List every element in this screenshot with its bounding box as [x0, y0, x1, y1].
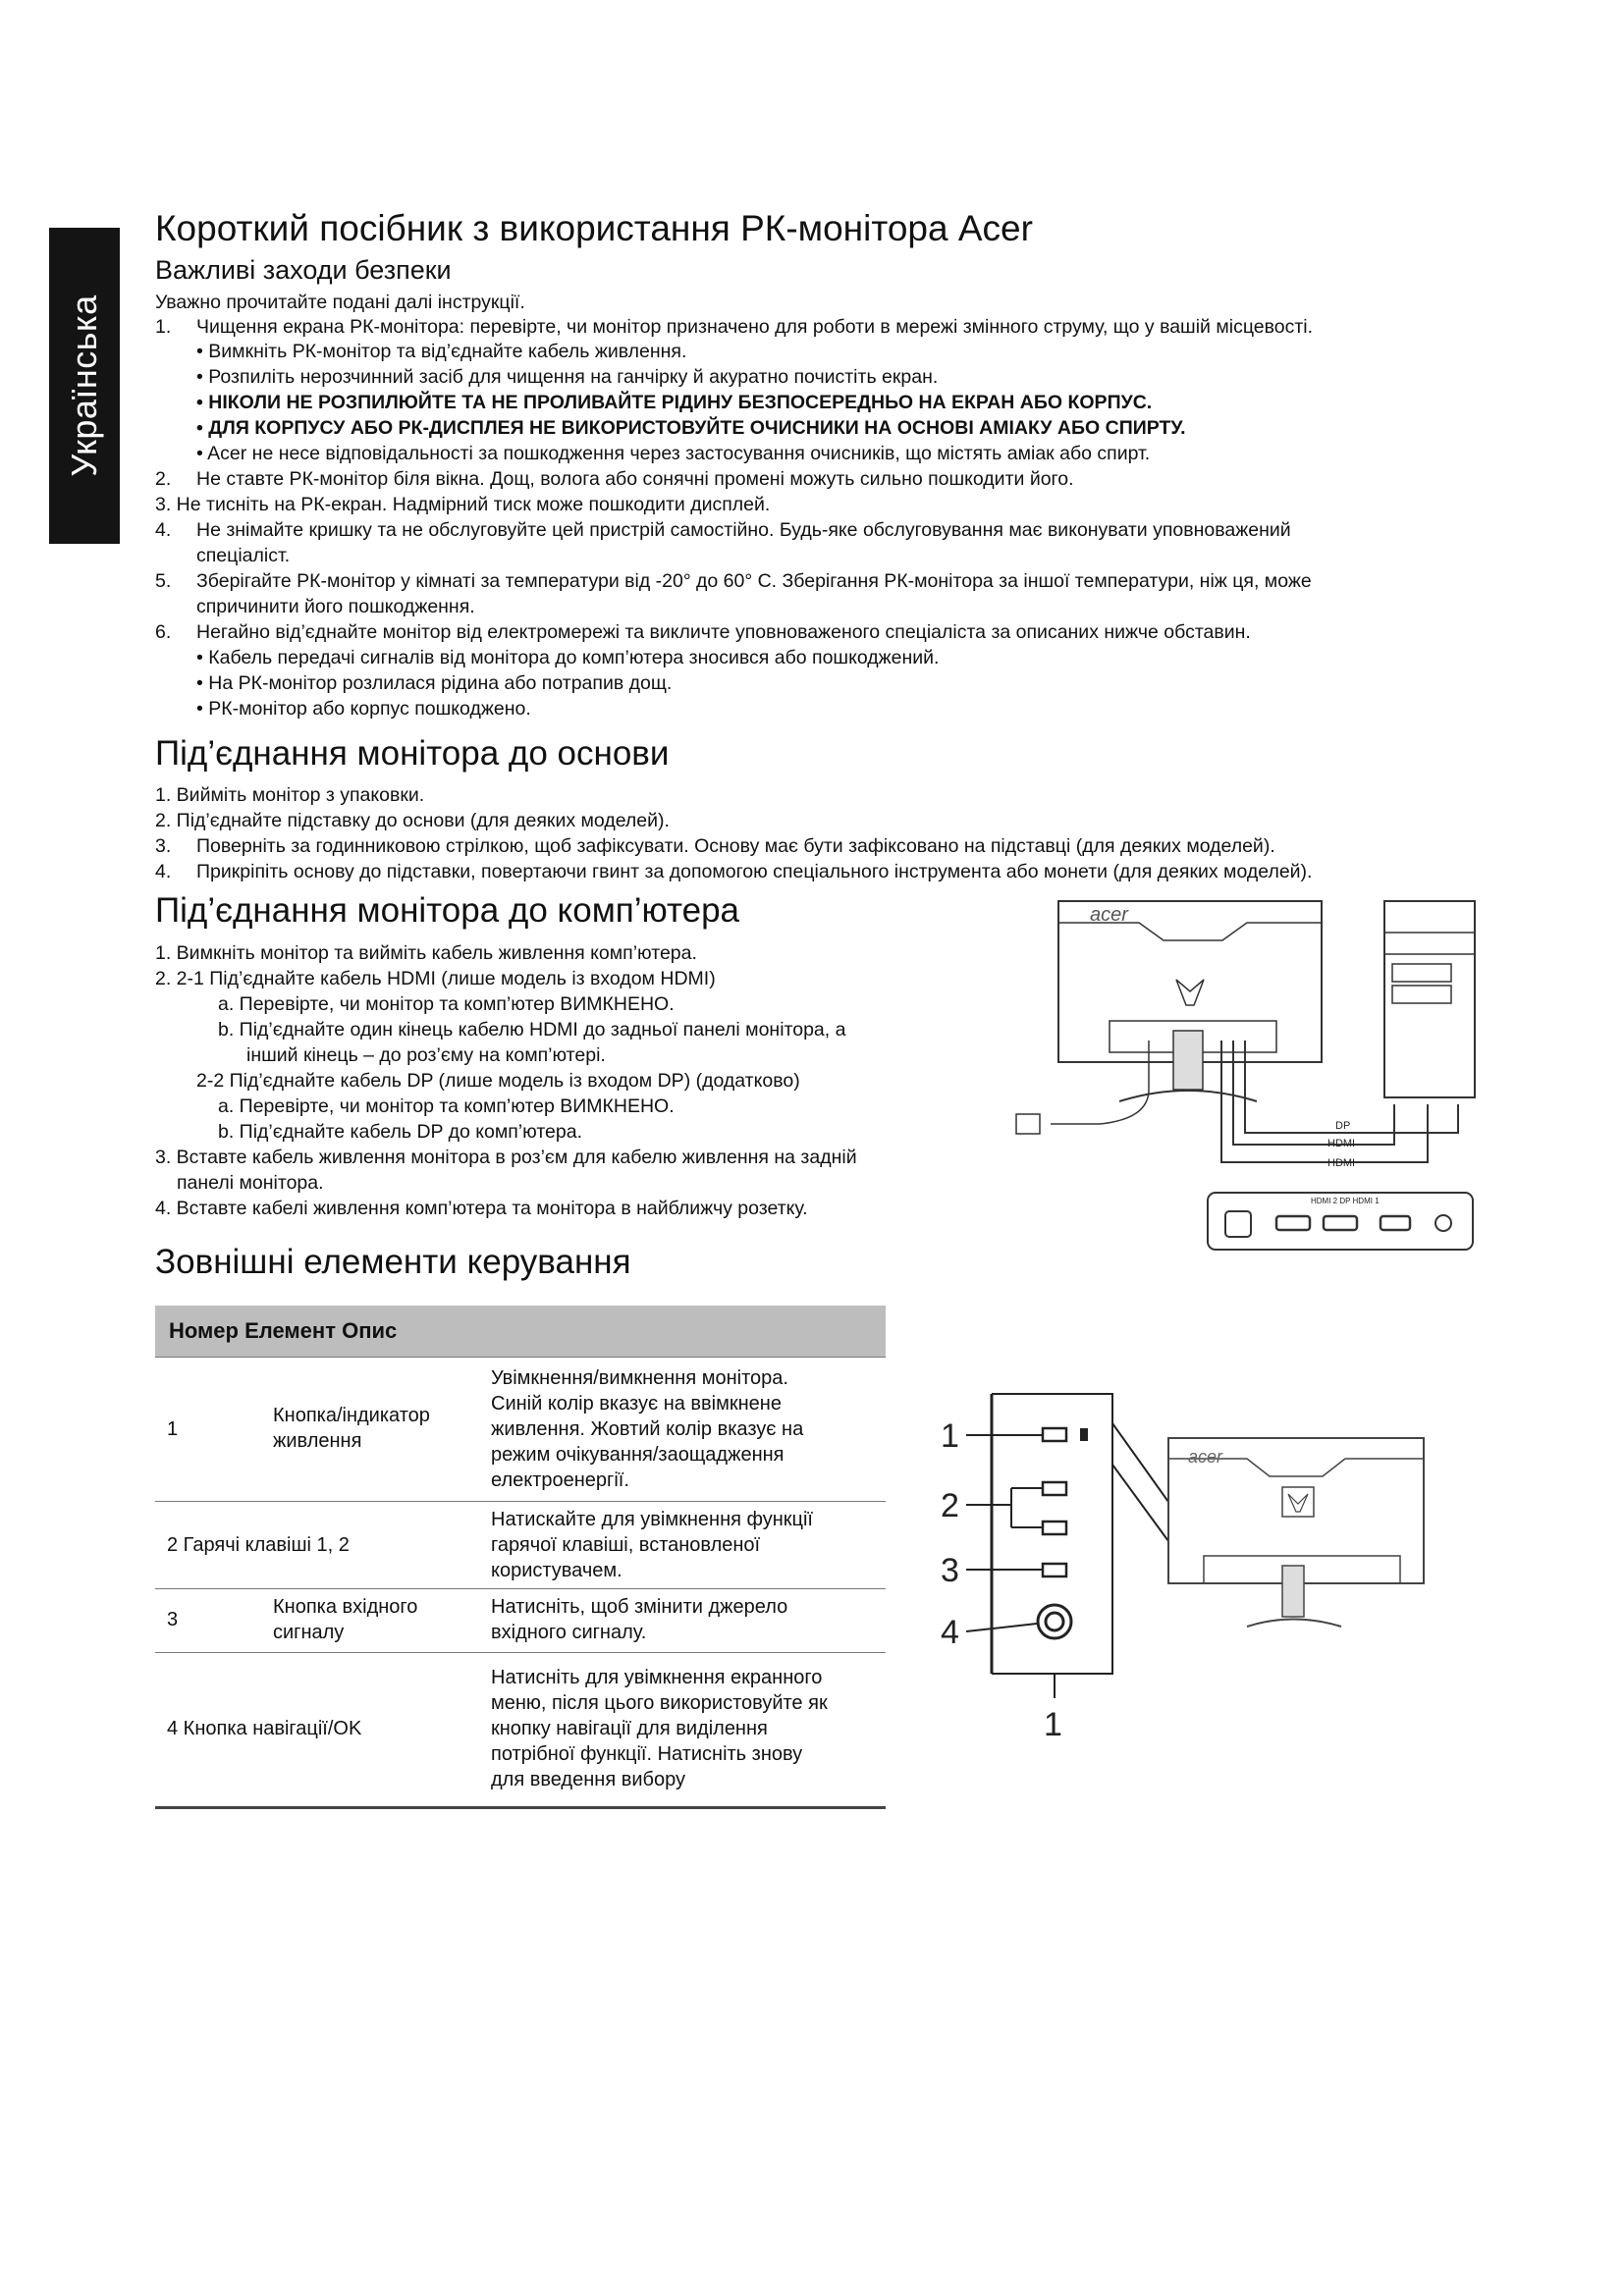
power-button-icon	[1043, 1428, 1066, 1441]
list-item: • РК-монітор або корпус пошкоджено.	[196, 698, 531, 720]
list-number: 2.	[155, 468, 172, 490]
hotkey-2-icon	[1043, 1522, 1066, 1534]
callout-1: 1	[941, 1417, 959, 1455]
cable-label-hdmi: HDMI	[1327, 1138, 1356, 1149]
acer-logo-back: acer	[1090, 904, 1128, 926]
monitor-base	[1119, 1091, 1257, 1101]
audio-port-icon	[1435, 1215, 1451, 1231]
pc-tower	[1384, 901, 1475, 1097]
list-item: Поверніть за годинниковою стрілкою, щоб зафіксувати. Основу має бути зафіксовано на підставці (для деяких моделей).	[196, 835, 1275, 857]
list-number: 3.	[155, 835, 172, 857]
list-number: 4.	[155, 519, 172, 541]
table-header-label: Номер Елемент Опис	[169, 1318, 398, 1343]
list-item: 1. Вийміть монітор з упаковки.	[155, 784, 425, 806]
list-item: Не ставте РК-монітор біля вікна. Дощ, волога або сонячні промені можуть сильно пошкодити його.	[196, 468, 1074, 490]
controls-diagram	[933, 1384, 1443, 1757]
list-item: Зберігайте РК-монітор у кімнаті за температури від -20° до 60° C. Зберігання РК-монітора за іншої температури, ніж ця, може	[196, 570, 1312, 592]
row-number: 1	[167, 1418, 179, 1440]
base-heading: Під’єднання монітора до основи	[155, 734, 670, 773]
pc-drive-bay	[1392, 964, 1451, 982]
table-row	[155, 1589, 886, 1653]
list-item: 4. Вставте кабелі живлення комп’ютера та монітора в найближчу розетку.	[155, 1198, 808, 1219]
row-description: Натисніть, щоб змінити джерело вхідного сигналу.	[491, 1596, 788, 1643]
list-item: панелі монітора.	[177, 1172, 324, 1194]
list-item: 2. 2-1 Під’єднайте кабель HDMI (лише модель із входом HDMI)	[155, 968, 716, 989]
monitor-base-small	[1247, 1620, 1341, 1628]
list-item: • НІКОЛИ НЕ РОЗПИЛЮЙТЕ ТА НЕ ПРОЛИВАЙТЕ РІДИНУ БЕЗПОСЕРЕДНЬО НА ЕКРАН АБО КОРПУС.	[196, 392, 1153, 413]
language-side-tab	[49, 228, 120, 544]
port-panel-label: HDMI 2 DP HDMI 1	[1311, 1197, 1380, 1205]
row-element: Кнопка/індикатор живлення	[273, 1405, 430, 1452]
list-item: спеціаліст.	[196, 545, 291, 566]
list-item: a. Перевірте, чи монітор та комп’ютер ВИМКНЕНО.	[218, 1095, 675, 1117]
cable-label-dp: DP	[1335, 1120, 1351, 1132]
hdmi-port-icon	[1324, 1216, 1357, 1230]
list-item: • Acer не несе відповідальності за пошкодження через застосування очисників, що містять аміак або спирт.	[196, 443, 1151, 464]
controls-heading: Зовнішні елементи керування	[155, 1243, 631, 1281]
page-title: Короткий посібник з використання РК-монітора Acer	[155, 208, 1033, 248]
input-button-icon	[1043, 1564, 1066, 1576]
table-row	[155, 1502, 886, 1589]
monitor-stand-small	[1282, 1566, 1304, 1617]
list-item: інший кінець – до роз’єму на комп’ютері.	[246, 1044, 606, 1066]
list-item: • Вимкніть РК-монітор та від’єднайте кабель живлення.	[196, 341, 687, 362]
list-number: 4.	[155, 861, 172, 882]
list-item: • ДЛЯ КОРПУСУ АБО РК-ДИСПЛЕЯ НЕ ВИКОРИСТОВУЙТЕ ОЧИСНИКИ НА ОСНОВІ АМІАКУ АБО СПИРТУ.	[196, 417, 1186, 439]
list-item: a. Перевірте, чи монітор та комп’ютер ВИМКНЕНО.	[218, 993, 675, 1015]
row-element: Кнопка вхідного сигналу	[273, 1596, 418, 1643]
row-label: 4 Кнопка навігації/OK	[167, 1718, 362, 1739]
list-item: Не знімайте кришку та не обслуговуйте цей пристрій самостійно. Будь-яке обслуговування має виконувати уповноважений	[196, 519, 1291, 541]
dp-cable	[1233, 1041, 1394, 1145]
power-port-icon	[1225, 1211, 1251, 1237]
hdmi-port-icon	[1276, 1216, 1310, 1230]
list-item: • Кабель передачі сигналів від монітора до комп’ютера зносився або пошкоджений.	[196, 647, 940, 668]
power-led-icon	[1080, 1428, 1088, 1441]
list-item: 3. Вставте кабель живлення монітора в роз’єм для кабелю живлення на задній	[155, 1147, 857, 1168]
list-item: 1. Вимкніть монітор та вийміть кабель живлення комп’ютера.	[155, 942, 697, 964]
list-item: • Розпиліть нерозчинний засіб для чищення на ганчірку й акуратно почистіть екран.	[196, 366, 939, 388]
table-row	[155, 1653, 886, 1809]
list-item: Прикріпіть основу до підставки, повертаючи гвинт за допомогою спеціального інструмента або монети (для деяких моделей).	[196, 861, 1313, 882]
row-description: Натискайте для увімкнення функції гарячої клавіші, встановленої користувачем.	[491, 1509, 813, 1581]
row-description: Натисніть для увімкнення екранного меню, після цього використовуйте як кнопку навігації для виділення потрібної функції. Натисніть знову для введення вибору	[491, 1667, 828, 1790]
controls-table	[155, 1306, 886, 1809]
dp-port-icon	[1380, 1216, 1410, 1230]
list-number: 6.	[155, 621, 172, 643]
acer-logo-small: acer	[1188, 1447, 1223, 1467]
list-item: 2-2 Під’єднайте кабель DP (лише модель із входом DP) (додатково)	[196, 1070, 800, 1092]
language-label: Українська	[64, 294, 104, 477]
safety-heading: Важливі заходи безпеки	[155, 255, 452, 285]
callout-4: 4	[941, 1614, 959, 1651]
list-item: 3. Не тисніть на РК-екран. Надмірний тиск може пошкодити дисплей.	[155, 494, 771, 515]
list-item: Чищення екрана РК-монітора: перевірте, чи монітор призначено для роботи в мережі змінного струму, що у вашій місцевості.	[196, 316, 1314, 338]
safety-intro: Уважно прочитайте подані далі інструкції.	[155, 292, 525, 313]
callout-2: 2	[941, 1487, 959, 1524]
list-item: спричинити його пошкодження.	[196, 596, 475, 617]
connection-diagram	[1011, 883, 1502, 1256]
row-number: 3	[167, 1609, 179, 1630]
monitor-stand	[1173, 1031, 1203, 1090]
list-item: 2. Під’єднайте підставку до основи (для деяких моделей).	[155, 810, 670, 831]
list-number: 1.	[155, 316, 172, 338]
navigation-button-icon	[1038, 1605, 1071, 1638]
callout-3: 3	[941, 1552, 959, 1589]
row-description: Увімкнення/вимкнення монітора. Синій колір вказує на ввімкнене живлення. Жовтий колір вказує на режим очікування/заощадження електроенергії.	[491, 1367, 804, 1491]
list-item: b. Під’єднайте один кінець кабелю HDMI до задньої панелі монітора, а	[218, 1019, 846, 1041]
list-number: 5.	[155, 570, 172, 592]
power-plug-icon	[1016, 1114, 1040, 1134]
row-label: 2 Гарячі клавіші 1, 2	[167, 1534, 350, 1556]
list-item: Негайно від’єднайте монітор від електромережі та викличте уповноваженого спеціаліста за описаних нижче обставин.	[196, 621, 1251, 643]
cable-label-hdmi: HDMI	[1327, 1157, 1356, 1169]
hdmi-cable-2	[1245, 1041, 1458, 1133]
table-row	[155, 1358, 886, 1502]
pc-drive-bay	[1392, 986, 1451, 1003]
list-item: b. Під’єднайте кабель DP до комп’ютера.	[218, 1121, 583, 1143]
table-header	[155, 1306, 886, 1358]
acer-emblem-icon	[1176, 980, 1204, 1005]
list-item: • На РК-монітор розлилася рідина або потрапив дощ.	[196, 672, 673, 694]
hotkey-1-icon	[1043, 1482, 1066, 1495]
computer-heading: Під’єднання монітора до комп’ютера	[155, 891, 740, 930]
callout-1-bottom: 1	[1044, 1706, 1062, 1743]
